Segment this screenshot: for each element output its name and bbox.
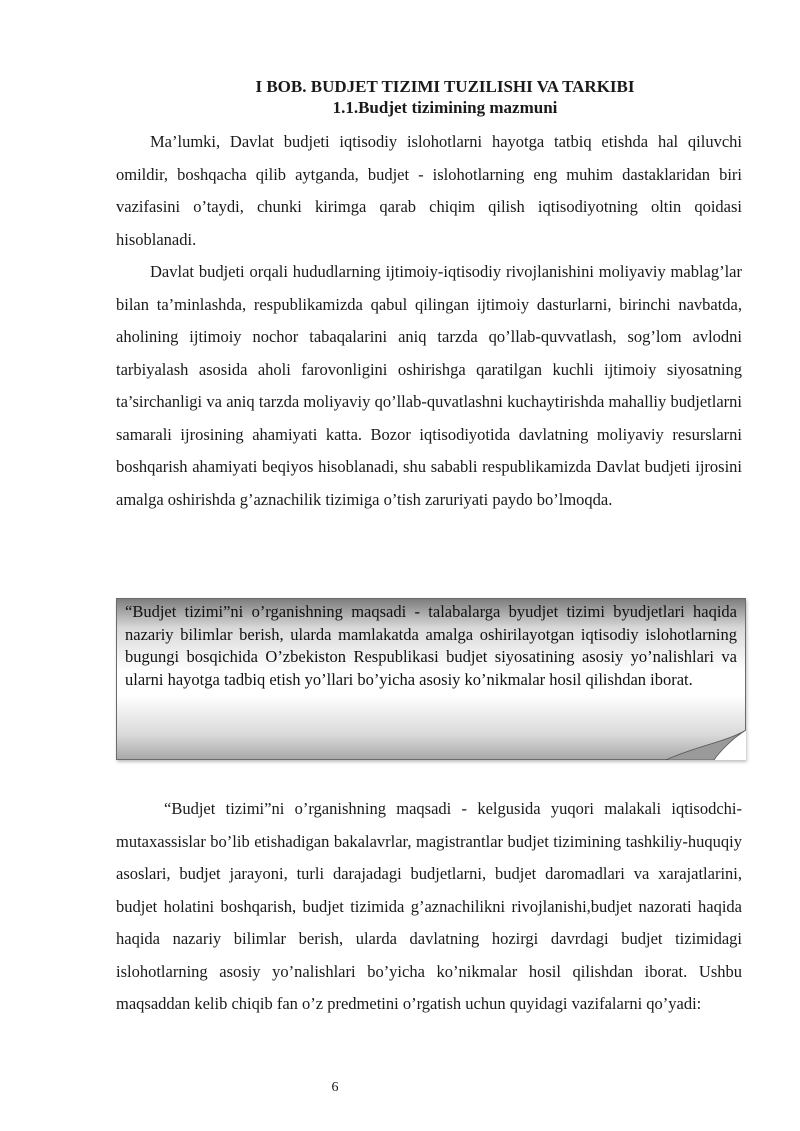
section-title: 1.1.Budjet tizimining mazmuni [332, 98, 558, 117]
chapter-title: I BOB. BUDJET TIZIMI TUZILISHI VA TARKIBI [255, 77, 635, 96]
paragraph-intro: Ma’lumki, Davlat budjeti iqtisodiy islohotlarni hayotga tatbiq etishda hal qiluvchi omildir, boshqacha qilib aytganda, budjet - islohotlarning eng muhim dastaklaridan biri vazifasini o’taydi, chunki kirimga qarab chiqim qilish iqtisodiyotning oltin qoidasi hisoblanadi. [116, 132, 742, 249]
paragraph-course-goal: “Budjet tizimi”ni o’rganishning maqsadi - kelgusida yuqori malakali iqtisodchi-mutaxassislar bo’lib etishadigan bakalavrlar, magistrantlar budjet tizimining tashkiliy-huquqiy asoslari, budjet jarayoni, turli darajadagi budjetlarni, budjet daromadlari va xarajatlarini, budjet holatini boshqarish, budjet tizimida g’aznachilikni rivojlanishi,budjet nazorati haqida haqida nazariy bilimlar berish, ularda davlatning hozirgi davrdagi budjet tizimidagi islohotlarning asosiy yo’nalishlari bo’yicha ko’nikmalar hosil qilishdan iborat. Ushbu maqsaddan kelib chiqib fan o’z predmetini o’rgatish uchun quyidagi vazifalarni qo’yadi: [116, 799, 742, 1013]
page-curl-icon [666, 730, 746, 760]
page-number: 6 [331, 1080, 339, 1095]
callout-text: “Budjet tizimi”ni o’rganishning maqsadi - talabalarga byudjet tizimi byudjetlari haqida nazariy bilimlar berish, ularda mamlakatda amalga oshirilayotgan iqtisodiy islohotlarning bugungi bosqichida O’zbekiston Respublikasi budjet siyosatining asosiy yo’nalishlari va ularni hayotga tadbiq etish yo’llari bo’yicha asosiy ko’nikmalar hosil qilishdan iborat. [125, 602, 737, 689]
paragraph-budget-role: Davlat budjeti orqali hududlarning ijtimoiy-iqtisodiy rivojlanishini moliyaviy mablag’lar bilan ta’minlashda, respublikamizda qabul qilingan ijtimoiy dasturlarni, birinchi navbatda, aholining ijtimoiy nochor tabaqalarini aniq tarzda qo’llab-quvvatlash, sog’lom avlodni tarbiyalash asosida aholi farovonligini oshirishga qaratilgan kuchli ijtimoiy siyosatning ta’sirchanligi va aniq tarzda moliyaviy qo’llab-quvatlashni kuchaytirishda mahalliy budjetlarni samarali ijrosining ahamiyati katta. Bozor iqtisodiyotida davlatning moliyaviy resurslarni boshqarish ahamiyati beqiyos hisoblanadi, shu sababli respublikamizda Davlat budjeti ijrosini amalga oshirishda g’aznachilik tizimiga o’tish zaruriyati paydo bo’lmoqda. [116, 262, 742, 509]
goal-callout-box [116, 598, 746, 760]
